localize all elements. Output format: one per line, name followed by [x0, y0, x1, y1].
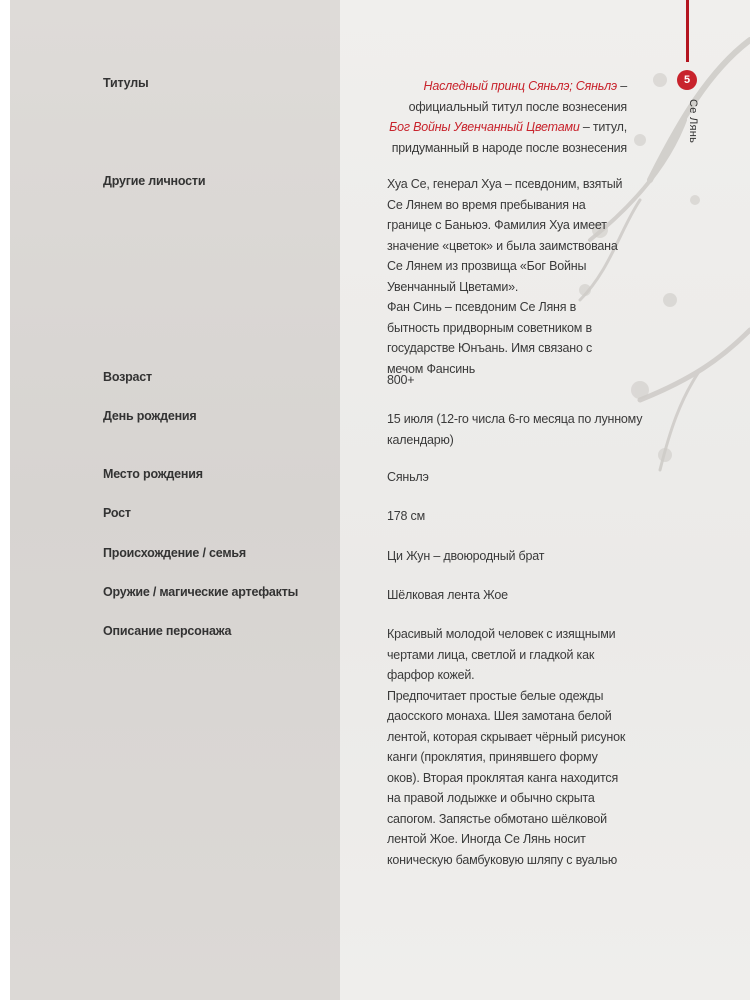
value-birthday: 15 июля (12-го числа 6-го месяца по лунному календарю) — [387, 412, 643, 447]
value-height: 178 см — [387, 509, 425, 523]
title-popular-desc: – титул, придуманный в народе после вознесения — [391, 120, 627, 155]
persona-fang-xin: Фан Синь – псевдоним Се Ляня в бытность придворным советником в государстве Юнъань. Имя связано с мечом Фансинь — [387, 300, 593, 376]
value-personas — [387, 174, 627, 379]
bookmark-ribbon — [686, 0, 689, 62]
value-origin: Ци Жун – двоюродный брат — [387, 549, 545, 563]
running-head: Се Лянь — [687, 99, 699, 144]
label-birthplace: Место рождения — [103, 467, 203, 481]
value-titles — [387, 76, 627, 158]
label-personas: Другие личности — [103, 174, 206, 188]
title-primary: Наследный принц Сяньлэ; Сяньлэ — [423, 79, 617, 93]
label-height: Рост — [103, 506, 131, 520]
page-number-badge: 5 — [677, 70, 697, 90]
description-clothing: Предпочитает простые белые одежды даосского монаха. Шея замотана белой лентой, которая скрывает чёрный рисунок канги (проклятия, принявшего форму оков). Вторая проклятая канга находится на правой лодыжке и обычно скрыта сапогом. Запястье обмотано шёлковой лентой Жое. Иногда Се Лянь носит коническую бамбуковую шляпу с вуалью — [387, 688, 626, 867]
label-age: Возраст — [103, 370, 152, 384]
label-birthday: День рождения — [103, 409, 197, 423]
label-weapons: Оружие / магические артефакты — [103, 585, 299, 599]
title-primary-desc: – официальный титул после вознесения — [408, 79, 627, 114]
book-page — [10, 0, 750, 1000]
label-description: Описание персонажа — [103, 624, 232, 638]
labels-panel-background — [10, 0, 340, 1000]
persona-hua-xie: Хуа Се, генерал Хуа – псевдоним, взятый Се Лянем во время пребывания на границе с Баньюэ. Фамилия Хуа имеет значение «цветок» и была заимствована Се Лянем из прозвища «Бог Войны Увенчанный Цветами». — [387, 177, 623, 294]
label-titles: Титулы — [103, 76, 149, 90]
description-appearance: Красивый молодой человек с изящными чертами лица, светлой и гладкой как фарфор кожей. — [387, 627, 616, 682]
title-popular: Бог Войны Увенчанный Цветами — [389, 120, 580, 134]
value-description — [387, 624, 632, 870]
value-birthplace: Сяньлэ — [387, 470, 429, 484]
value-weapons: Шёлковая лента Жое — [387, 588, 508, 602]
value-age: 800+ — [387, 373, 415, 387]
label-origin: Происхождение / семья — [103, 546, 246, 560]
